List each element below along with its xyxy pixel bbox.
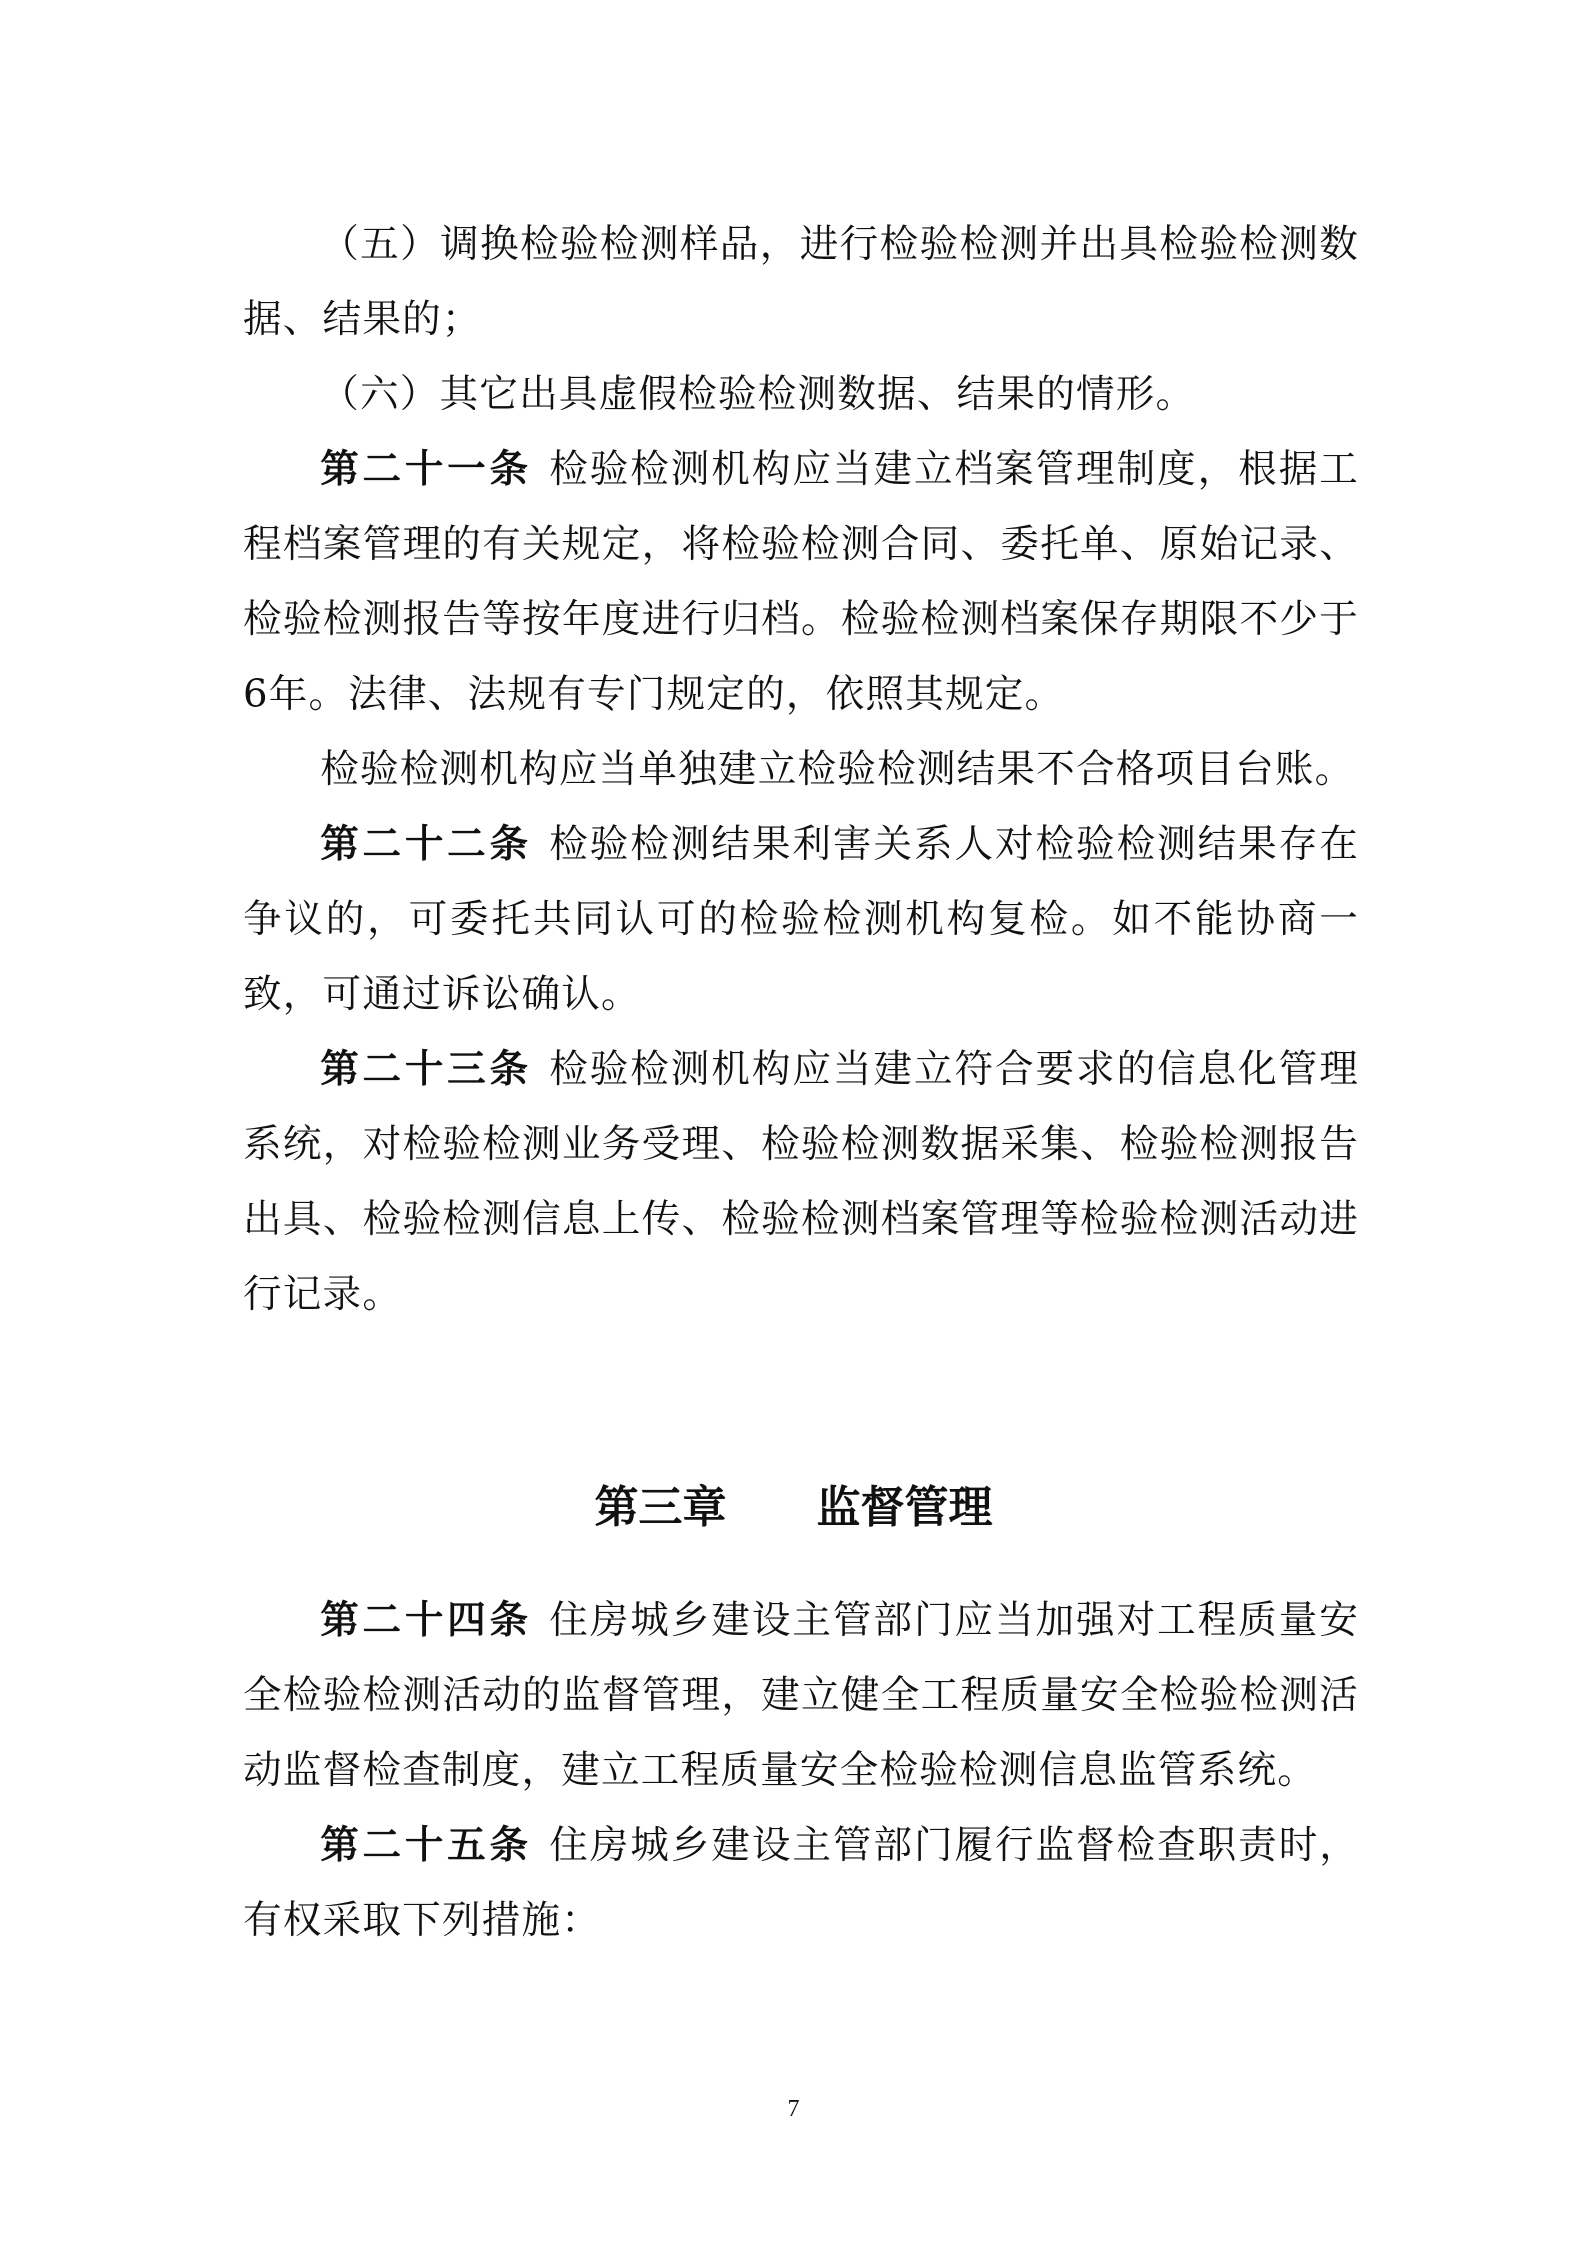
chapter-heading: [0, 1478, 1587, 1538]
paragraph-article-21: [243, 432, 1359, 732]
article-number: 第二十一条: [320, 447, 532, 492]
article-number: 第二十五条: [320, 1823, 532, 1868]
paragraph-text: 检验检测机构应当单独建立检验检测结果不合格项目台账。: [320, 747, 1355, 792]
chapter-number: 第三章: [594, 1482, 727, 1533]
paragraph-text: （五）调换检验检测样品，进行检验检测并出具检验检测数据、结果的；: [243, 222, 1359, 342]
article-number: 第二十二条: [320, 822, 532, 867]
paragraph-article-22: [243, 807, 1359, 1032]
article-number: 第二十四条: [320, 1598, 532, 1643]
body-text-before-chapter: [243, 207, 1359, 1332]
paragraph-text: 检验检测机构应当建立符合要求的信息化管理系统，对检验检测业务受理、检验检测数据采集、检验检测报告出具、检验检测信息上传、检验检测档案管理等检验检测活动进行记录。: [243, 1047, 1359, 1317]
paragraph-item-5: [243, 207, 1359, 357]
paragraph-text: 检验检测机构应当建立档案管理制度，根据工程档案管理的有关规定，将检验检测合同、委托单、原始记录、检验检测报告等按年度进行归档。检验检测档案保存期限不少于6年。法律、法规有专门规定的，依照其规定。: [243, 447, 1359, 717]
page-number: 7: [787, 2096, 800, 2122]
paragraph-text: 检验检测结果利害关系人对检验检测结果存在争议的，可委托共同认可的检验检测机构复检。如不能协商一致，可通过诉讼确认。: [243, 822, 1359, 1017]
paragraph-text: （六）其它出具虚假检验检测数据、结果的情形。: [320, 372, 1196, 417]
article-number: 第二十三条: [320, 1047, 532, 1092]
paragraph-article-23: [243, 1032, 1359, 1332]
paragraph-text: 住房城乡建设主管部门履行监督检查职责时，有权采取下列措施：: [243, 1823, 1359, 1943]
paragraph-article-24: [243, 1583, 1359, 1808]
paragraph-article-21-cont: [243, 732, 1359, 807]
chapter-title: 监督管理: [816, 1482, 993, 1533]
body-text-after-chapter: [243, 1583, 1359, 1958]
paragraph-article-25: [243, 1808, 1359, 1958]
paragraph-text: 住房城乡建设主管部门应当加强对工程质量安全检验检测活动的监督管理，建立健全工程质量安全检验检测活动监督检查制度，建立工程质量安全检验检测信息监管系统。: [243, 1598, 1359, 1793]
paragraph-item-6: [243, 357, 1359, 432]
